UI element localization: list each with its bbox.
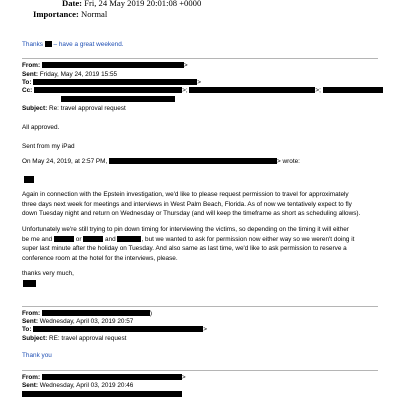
to-suffix: >	[203, 326, 207, 333]
separator-line	[22, 58, 378, 59]
importance-header	[33, 9, 107, 19]
redaction-box	[109, 158, 277, 164]
paragraph-text: and	[105, 235, 116, 243]
importance-label: Importance:	[33, 9, 79, 19]
msg1-body-approved: All approved.	[22, 124, 60, 131]
paragraph-line: down Tuesday night and return on Wednesday or Thursday (and will keep the timeframe as short as scheduling allows).	[22, 210, 361, 218]
sent-label: Sent:	[22, 71, 38, 78]
msg1-body-signature: Sent from my iPad	[22, 143, 75, 150]
msg1-subject	[22, 105, 126, 113]
date-header	[62, 0, 201, 8]
to-label: To:	[22, 79, 32, 86]
signature-redacted	[23, 280, 36, 289]
sent-value: Wednesday, April 03, 2019 20:46	[39, 382, 134, 389]
msg1-sent	[22, 71, 117, 79]
paragraph-line	[22, 235, 382, 245]
separator-line	[22, 370, 378, 371]
paragraph-text: or	[75, 235, 82, 243]
from-label: From:	[22, 310, 41, 317]
reply-thanks-text: Thanks	[22, 41, 43, 48]
redaction-box	[54, 236, 74, 242]
redaction-box	[189, 87, 315, 93]
msg3-sent	[22, 318, 133, 326]
paragraph-2	[22, 225, 382, 263]
msg1-from	[22, 62, 188, 70]
subject-value: RE: travel approval request	[49, 335, 127, 342]
reply-thanks-text-end: – have a great weekend.	[53, 41, 124, 48]
redaction-box	[23, 280, 36, 287]
cc-label: Cc:	[22, 87, 33, 94]
cc-separator: >;	[182, 87, 188, 94]
cc-separator: >;	[315, 87, 321, 94]
paragraph-line: Unfortunately we're still trying to pin down timing for interviewing the victims, so depending on the timing it will either	[22, 226, 349, 233]
subject-label: Subject:	[22, 335, 48, 342]
from-label: From:	[22, 62, 41, 69]
paragraph-line: three days next week for meetings and interviews in West Palm Beach, Florida. As of now we tentatively expect to fly	[22, 200, 352, 208]
sent-value: Wednesday, April 03, 2019 20:57	[39, 318, 134, 325]
paragraph-line: Again in connection with the Epstein investigation, we'd like to please request permission to travel for approximately	[22, 191, 349, 198]
paragraph-text: , but we wanted to ask for permission now either way so we weren't doing it	[141, 235, 355, 243]
redaction-box	[117, 236, 141, 242]
msg3-subject	[22, 335, 126, 343]
redaction-box	[83, 236, 103, 242]
paragraph-1	[22, 190, 382, 219]
closing-text: thanks very much,	[22, 270, 74, 277]
redaction-box	[323, 87, 383, 93]
reply-thanks	[22, 41, 124, 49]
sent-label: Sent:	[22, 382, 38, 389]
msg3-to	[22, 326, 207, 334]
redaction-box	[61, 96, 175, 102]
redaction-box	[42, 62, 184, 68]
separator-line	[22, 306, 378, 307]
from-label: From:	[22, 374, 41, 381]
from-suffix: >	[183, 62, 188, 69]
to-label: To:	[22, 326, 32, 333]
importance-value: Normal	[80, 9, 108, 19]
quote-intro-text: On May 24, 2019, at 2:57 PM,	[22, 158, 108, 165]
date-value: Fri, 24 May 2019 20:01:08 +0000	[84, 0, 202, 8]
msg4-from	[22, 374, 186, 382]
msg1-cc	[22, 87, 383, 95]
msg1-cc-continued	[61, 96, 175, 104]
subject-value: Re: travel approval request	[49, 105, 126, 112]
redaction-box	[34, 87, 182, 93]
paragraph-line: super last minute after the holiday on Tuesday. And also same as last time, we'd like to ask permission to reserve a	[22, 245, 347, 253]
quote-intro-end: > wrote:	[277, 158, 300, 165]
msg1-to	[22, 79, 201, 87]
msg4-to-partial	[22, 391, 182, 399]
msg3-body-thankyou: Thank you	[22, 352, 52, 359]
redaction-box	[33, 79, 197, 85]
msg4-sent	[22, 382, 133, 390]
paragraph-line: conference room at the hotel for the interviews, please.	[22, 254, 178, 262]
sent-value: Friday, May 24, 2019 15:55	[39, 71, 118, 78]
msg3-from	[22, 310, 152, 318]
to-suffix: >	[197, 79, 201, 86]
redaction-box	[45, 41, 52, 47]
from-suffix: >	[181, 374, 186, 381]
from-suffix: )	[149, 310, 153, 317]
greeting-redacted	[24, 176, 34, 185]
subject-label: Subject:	[22, 105, 48, 112]
redaction-box	[42, 374, 182, 380]
date-label: Date:	[62, 0, 83, 8]
redaction-box	[24, 176, 34, 183]
redaction-box	[22, 391, 182, 397]
sent-label: Sent:	[22, 318, 38, 325]
paragraph-text: be me and	[22, 235, 53, 243]
quote-intro	[22, 158, 300, 166]
redaction-box	[42, 310, 153, 317]
redaction-box	[33, 326, 203, 332]
